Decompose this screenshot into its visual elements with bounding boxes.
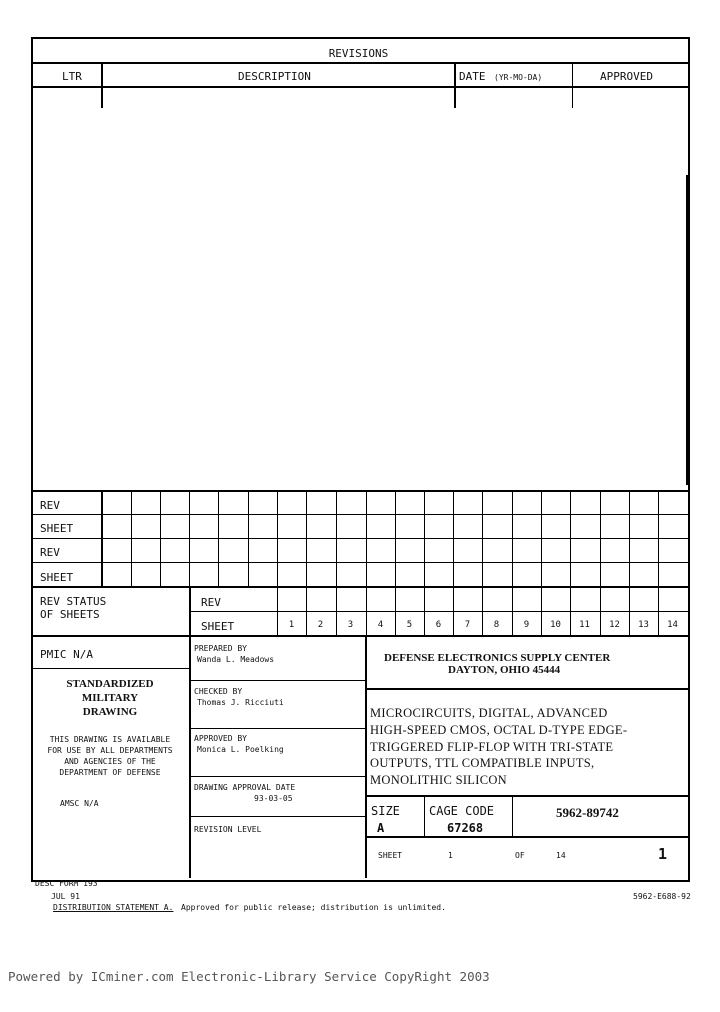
grid-column-line [570, 490, 571, 586]
part-title: MICROCIRCUITS, DIGITAL, ADVANCED HIGH-SPEED CMOS, OCTAL D-TYPE EDGE- TRIGGERED FLIP-FLOP WITH TRI-STATE OUTPUTS, TTL COMPATIBLE INPUTS, MONOLITHIC SILICON [370, 706, 628, 788]
rev-status-label: REV STATUS OF SHEETS [40, 595, 107, 621]
sheet-number: 1 [448, 851, 453, 860]
agency-location: DAYTON, OHIO 45444 [448, 664, 561, 676]
form-date: JUL 91 [51, 892, 80, 901]
sheet-row-label: SHEET [40, 571, 74, 584]
prepared-by-label: PREPARED BY [194, 644, 247, 653]
grid-column-line [658, 490, 659, 586]
sheet-total: 14 [556, 851, 566, 860]
sheet-number-cell: 7 [464, 620, 471, 630]
sheet-number-cell: 5 [406, 620, 413, 630]
checked-by-name: Thomas J. Ricciuti [197, 698, 284, 707]
grid-column-line [424, 490, 425, 586]
cage-code-label: CAGE CODE [429, 804, 495, 818]
agency-name: DEFENSE ELECTRONICS SUPPLY CENTER [384, 652, 611, 664]
grid-column-line [366, 490, 367, 586]
revision-level-label: REVISION LEVEL [194, 825, 262, 834]
col-ltr-header: LTR [62, 70, 82, 83]
rev-status-sheet-label: SHEET [201, 620, 235, 633]
cage-code-value: 67268 [447, 821, 484, 835]
grid-column-line [306, 490, 307, 586]
sheet-number-cell: 4 [377, 620, 384, 630]
checked-by-label: CHECKED BY [194, 687, 243, 696]
grid-column-line [453, 490, 454, 586]
rev-row-label: REV [40, 546, 60, 559]
grid-column-line [218, 490, 219, 586]
sheet-number-cell: 1 [288, 620, 295, 630]
distribution-label: DISTRIBUTION STATEMENT A. [53, 903, 174, 912]
grid-column-line [541, 490, 542, 586]
rev-row-label: REV [40, 499, 60, 512]
form-id: DESC FORM 193 [35, 879, 98, 888]
sheet-number-cell: 14 [667, 620, 678, 630]
pmic-label: PMIC N/A [40, 648, 93, 661]
approval-date: 93-03-05 [254, 794, 293, 803]
smd-title: STANDARDIZED MILITARY DRAWING [66, 678, 154, 718]
grid-column-line [395, 490, 396, 586]
grid-column-line [482, 490, 483, 586]
sheet-number-cell: 13 [638, 620, 649, 630]
footer-copyright: Powered by ICminer.com Electronic-Library Service CopyRight 2003 [8, 969, 490, 984]
grid-column-line [248, 490, 249, 586]
approval-date-label: DRAWING APPROVAL DATE [194, 783, 296, 792]
sheet-number-cell: 9 [523, 620, 530, 630]
grid-column-line [512, 490, 513, 586]
sheet-label: SHEET [378, 851, 403, 860]
sheet-number-cell: 11 [579, 620, 590, 630]
doc-code: 5962-E688-92 [633, 892, 691, 901]
grid-column-line [629, 490, 630, 586]
of-label: OF [515, 851, 525, 860]
sheet-number-cell: 8 [493, 620, 500, 630]
sheet-row-label: SHEET [40, 522, 74, 535]
drawing-number: 5962-89742 [556, 805, 619, 820]
grid-column-line [101, 490, 103, 586]
col-date-format: (YR-MO-DA) [494, 73, 543, 82]
sheet-number-cell: 12 [609, 620, 620, 630]
col-approved-header: APPROVED [600, 70, 653, 83]
amsc-label: AMSC N/A [60, 799, 99, 808]
grid-column-line [160, 490, 161, 586]
page-mark: 1 [658, 845, 668, 863]
sheet-number-cell: 10 [550, 620, 561, 630]
prepared-by-name: Wanda L. Meadows [197, 655, 275, 664]
sheet-number-cell: 3 [347, 620, 354, 630]
grid-column-line [600, 490, 601, 586]
grid-column-line [277, 490, 278, 586]
col-date-header: DATE [459, 70, 486, 83]
rev-status-rev-label: REV [201, 596, 221, 609]
smd-availability: THIS DRAWING IS AVAILABLE FOR USE BY ALL DEPARTMENTS AND AGENCIES OF THE DEPARTMENT OF DEFENSE [47, 735, 173, 777]
grid-column-line [189, 490, 190, 586]
size-label: SIZE [371, 804, 400, 818]
col-description-header: DESCRIPTION [238, 70, 311, 83]
size-value: A [377, 821, 385, 835]
sheet-number-cell: 6 [435, 620, 442, 630]
grid-column-line [336, 490, 337, 586]
approved-by-label: APPROVED BY [194, 734, 247, 743]
distribution-text: Approved for public release; distribution is unlimited. [181, 903, 446, 912]
sheet-number-cell: 2 [317, 620, 324, 630]
approved-by-name: Monica L. Poelking [197, 745, 284, 754]
grid-column-line [131, 490, 132, 586]
revisions-title: REVISIONS [328, 47, 389, 60]
